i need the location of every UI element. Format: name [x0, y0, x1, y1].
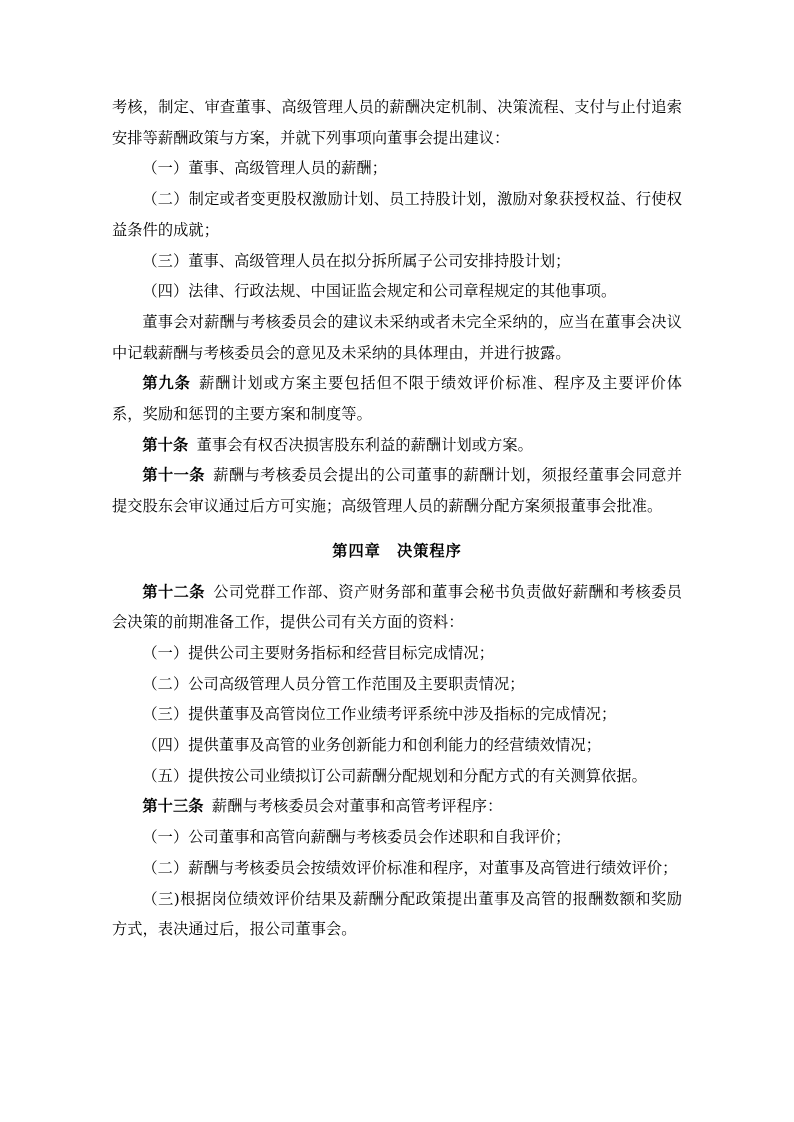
article-number: 第九条 — [142, 374, 191, 393]
article-text: 薪酬与考核委员会提出的公司董事的薪酬计划，须报经董事会同意并提交股东会审议通过后方可实施；高级管理人员的薪酬分配方案须报董事会批准。 — [112, 466, 683, 516]
list-item: （三)根据岗位绩效评价结果及薪酬分配政策提出董事及高管的报酬数额和奖励方式，表决通过后，报公司董事会。 — [112, 889, 682, 939]
article-paragraph — [112, 791, 682, 822]
list-item: （三）提供董事及高管岗位工作业绩考评系统中涉及指标的完成情况； — [142, 705, 617, 724]
article-paragraph — [112, 368, 682, 429]
list-item: （三）董事、高级管理人员在拟分拆所属子公司安排持股计划； — [142, 251, 571, 270]
list-item: （二）公司高级管理人员分管工作范围及主要职责情况； — [142, 674, 525, 693]
article-text: 薪酬与考核委员会对董事和高管考评程序： — [211, 797, 503, 816]
article-text: 公司党群工作部、资产财务部和董事会秘书负责做好薪酬和考核委员会决策的前期准备工作，提供公司有关方面的资料： — [112, 582, 683, 632]
article-text: 董事会有权否决损害股东利益的薪酬计划或方案。 — [196, 435, 533, 454]
list-item: （二）制定或者变更股权激励计划、员工持股计划，激励对象获授权益、行使权益条件的成就； — [112, 190, 682, 239]
article-number: 第十二条 — [142, 582, 205, 601]
article-paragraph — [112, 577, 682, 638]
article-text: 薪酬计划或方案主要包括但不限于绩效评价标准、程序及主要评价体系，奖励和惩罚的主要方案和制度等。 — [112, 374, 682, 424]
chapter-heading: 第四章 决策程序 — [332, 541, 462, 560]
article-number: 第十条 — [142, 435, 189, 454]
list-item: （四）提供董事及高管的业务创新能力和创利能力的经营绩效情况； — [142, 736, 602, 755]
list-item: （五）提供按公司业绩拟订公司薪酬分配规划和分配方式的有关测算依据。 — [142, 766, 647, 785]
list-item: （一）董事、高级管理人员的薪酬； — [142, 159, 387, 178]
article-number: 第十三条 — [142, 797, 204, 816]
list-item: （四）法律、行政法规、中国证监会规定和公司章程规定的其他事项。 — [142, 282, 617, 301]
list-item: （二）薪酬与考核委员会按绩效评价标准和程序，对董事及高管进行绩效评价； — [142, 858, 678, 877]
paragraph: 董事会对薪酬与考核委员会的建议未采纳或者未完全采纳的，应当在董事会决议中记载薪酬与考核委员会的意见及未采纳的具体理由，并进行披露。 — [112, 312, 682, 362]
document-body — [112, 92, 682, 945]
paragraph: 考核，制定、审查董事、高级管理人员的薪酬决定机制、决策流程、支付与止付追索安排等薪酬政策与方案，并就下列事项向董事会提出建议： — [112, 98, 682, 147]
article-paragraph — [112, 430, 682, 461]
list-item: （一）提供公司主要财务指标和经营目标完成情况； — [142, 643, 495, 662]
list-item: （一）公司董事和高管向薪酬与考核委员会作述职和自我评价； — [142, 828, 571, 847]
article-number: 第十一条 — [142, 466, 205, 485]
article-paragraph — [112, 460, 682, 521]
